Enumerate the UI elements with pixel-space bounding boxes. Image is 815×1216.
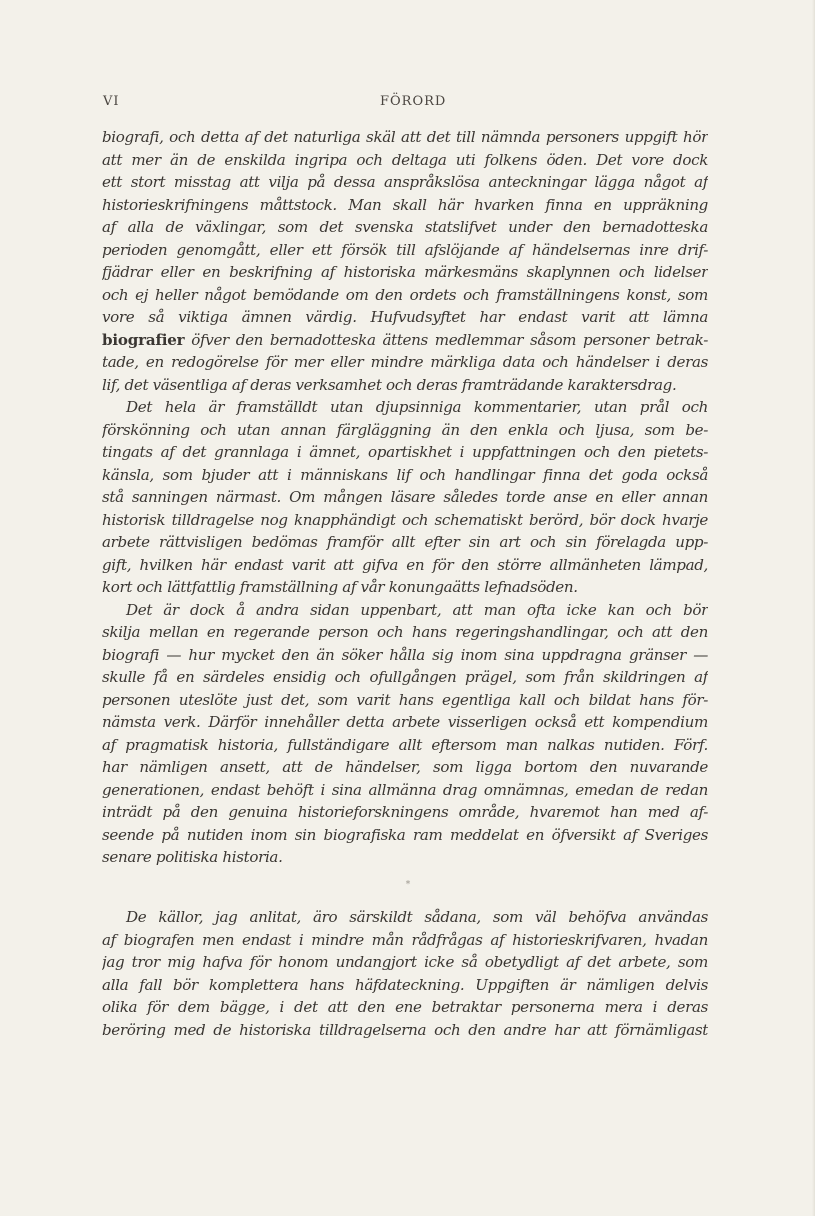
text-line: Det är dock å andra sidan uppenbart, att man ofta icke kan och bör [126,600,708,619]
running-header [0,94,815,114]
emphasized-word: biografier [102,330,185,349]
text-line: tade, en redogörelse för mer eller mindre märkliga data och händelser i deras [102,353,708,371]
text-line: inträdt på den genuina historieforskningens område, hvaremot han med af- [102,803,708,821]
text-line: nämsta verk. Därför innehåller detta arbete visserligen också ett kompendium [102,713,708,731]
text-line: af pragmatisk historia, fullständigare allt eftersom man nalkas nutiden. Förf. [102,735,708,754]
text-line: förskönning och utan annan färgläggning än den enkla och ljusa, som be- [102,420,708,439]
main-text-section [102,126,708,869]
text-line: Det hela är framställdt utan djupsinniga kommentarier, utan prål och [126,398,708,416]
text-line: skilja mellan en regerande person och hans regeringshandlingar, och att den [102,623,708,641]
text-line: känsla, som bjuder att i människans lif och handlingar finna det goda också [102,465,708,484]
text-segment: öfver den bernadotteska ättens medlemmar såsom personer betrak- [184,330,708,349]
text-line: alla fall bör komplettera hans häfdateckning. Uppgiften är nämligen delvis [102,975,708,994]
text-line: personen uteslöte just det, som varit hans egentliga kall och bildat hans för- [102,690,708,709]
text-line: gift, hvilken här endast varit att gifva en för den större allmänheten lämpad, [102,555,708,574]
text-line: kort och lättfattlig framställning af vår konungaätts lefnadsöden. [102,578,578,596]
text-line: seende på nutiden inom sin biografiska ram meddelat en öfversikt af Sveriges [102,825,708,844]
text-line: ett stort misstag att vilja på dessa anspråkslösa anteckningar lägga något af [102,173,708,191]
text-line [102,329,708,352]
text-line: arbete rättvisligen bedömas framför allt efter sin art och sin förelagda upp- [102,533,708,551]
text-line: och ej heller något bemödande om den ordets och framställningens konst, som [102,285,708,304]
text-line: biografi — hur mycket den än söker hålla sig inom sina uppdragna gränser — [102,645,708,664]
text-line: skulle få en särdeles ensidig och ofullgången prägel, som från skildringen af [102,668,708,686]
section-separator: * [405,880,411,890]
running-title: FÖRORD [380,94,447,109]
text-line: vore så viktiga ämnen värdig. Hufvudsyftet har endast varit att lämna [102,308,708,326]
text-line: fjädrar eller en beskrifning af historiska märkesmäns skaplynnen och lidelser [102,263,708,281]
text-line: stå sanningen närmast. Om mången läsare således torde anse en eller annan [102,488,708,506]
sources-section [102,906,708,1041]
text-line: tingats af det grannlaga i ämnet, opartiskhet i uppfattningen och den pietets- [102,443,708,461]
text-line: jag tror mig hafva för honom undangjort icke så obetydligt af det arbete, som [102,953,708,971]
text-line: historisk tilldragelse nog knapphändigt och schematiskt berörd, bör dock hvarje [102,510,708,529]
text-line: af alla de växlingar, som det svenska statslifvet under den bernadotteska [102,218,708,236]
text-line: lif, det väsentliga af deras verksamhet och deras framträdande karaktersdrag. [102,375,677,394]
text-line: De källor, jag anlitat, äro särskildt sådana, som väl behöfva användas [126,908,708,926]
text-line: af biografen men endast i mindre mån rådfrågas af historieskrifvaren, hvadan [102,930,708,949]
text-line: senare politiska historia. [102,848,283,866]
text-line: olika för dem bägge, i det att den ene betraktar personerna mera i deras [102,998,708,1016]
text-line: biografi, och detta af det naturliga skäl att det till nämnda personers uppgift hör [102,128,708,146]
text-line: historieskrifningens måttstock. Man skall här hvarken finna en uppräkning [102,195,708,214]
text-line: generationen, endast behöft i sina allmänna drag omnämnas, emedan de redan [102,780,708,799]
text-line: perioden genomgått, eller ett försök till afslöjande af händelsernas inre drif- [102,240,708,259]
page-number: VI [103,94,120,109]
text-line: att mer än de enskilda ingripa och deltaga uti folkens öden. Det vore dock [102,150,708,169]
text-line: har nämligen ansett, att de händelser, som ligga bortom den nuvarande [102,758,708,776]
text-line: beröring med de historiska tilldragelserna och den andre har att förnämligast [102,1020,708,1039]
